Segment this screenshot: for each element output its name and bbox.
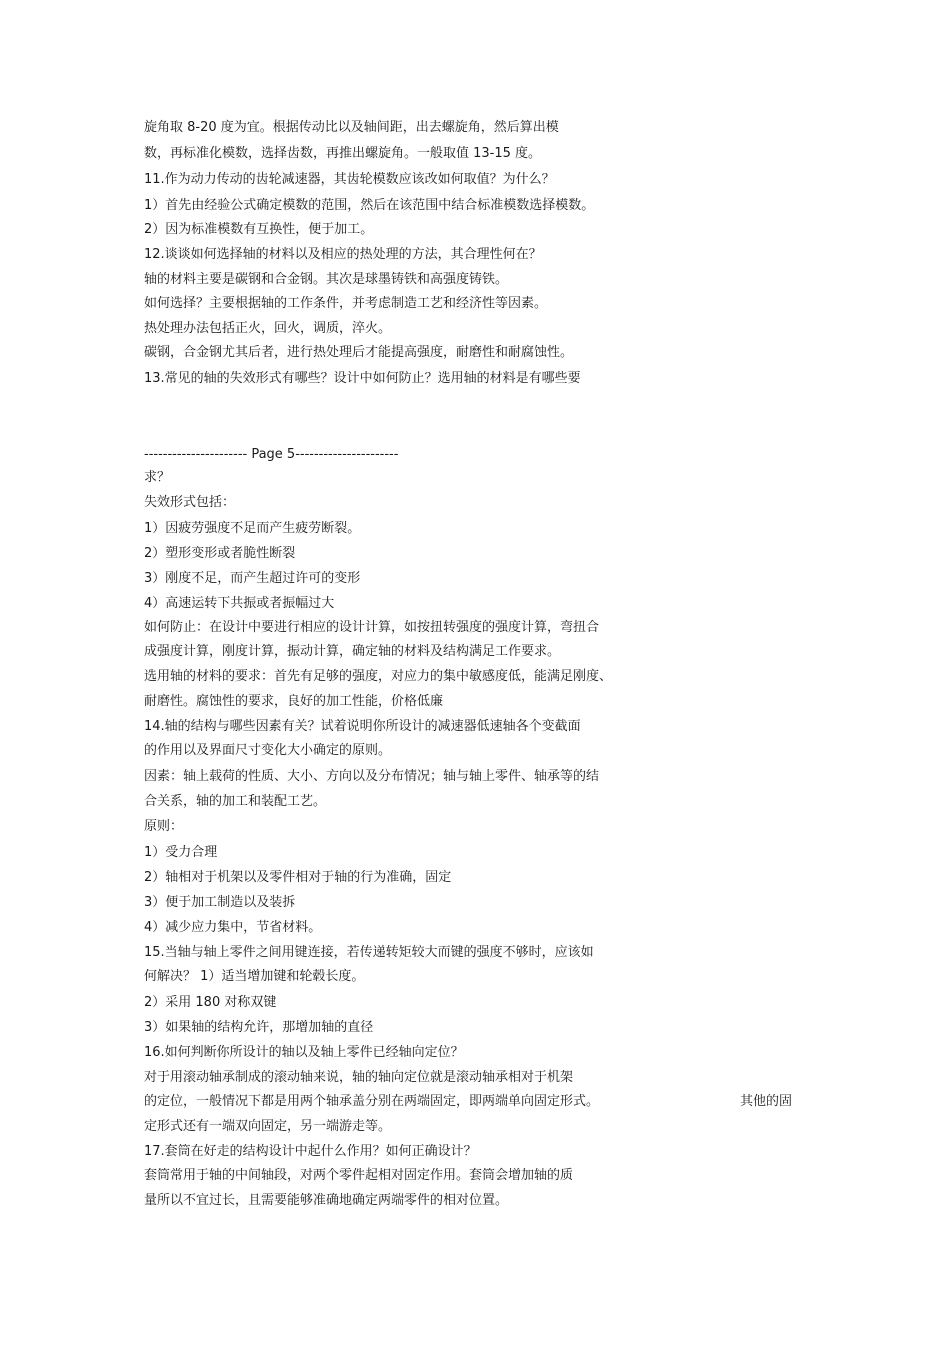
text-line: 何解决？ 1）适当增加键和轮毂长度。 [144,969,365,984]
question-11: 11.作为动力传动的齿轮减速器，其齿轮模数应该改如何取值？为什么？ [144,172,555,187]
text-line: 1）受力合理 [144,845,218,860]
text-line: 量所以不宜过长，且需要能够准确地确定两端零件的相对位置。 [144,1193,509,1208]
text-line: 套筒常用于轴的中间轴段，对两个零件起相对固定作用。套筒会增加轴的质 [144,1168,574,1183]
text-line: 2）塑形变形或者脆性断裂 [144,546,296,561]
text-line: 如何防止：在设计中要进行相应的设计计算，如按扭转强度的强度计算，弯扭合 [144,620,600,635]
text-line: 合关系，轴的加工和装配工艺。 [144,794,327,809]
question-14: 14.轴的结构与哪些因素有关？试着说明你所设计的减速器低速轴各个变截面 [144,719,581,734]
text-line: 2）因为标准模数有互换性，便于加工。 [144,222,374,237]
question-17: 17.套筒在好走的结构设计中起什么作用？如何正确设计？ [144,1144,477,1159]
text-line: 旋角取 8-20 度为宜。根据传动比以及轴间距，出去螺旋角，然后算出模 [144,120,559,135]
text-line: 失效形式包括： [144,495,236,510]
text-line: 耐磨性。腐蚀性的要求，良好的加工性能，价格低廉 [144,694,444,709]
aside-text: 其他的固 [740,1094,793,1109]
text-line: 热处理办法包括正火，回火，调质，淬火。 [144,321,392,336]
text-line: 数，再标准化模数，选择齿数，再推出螺旋角。一般取值 13-15 度。 [144,146,542,161]
text-line: 3）如果轴的结构允许，那增加轴的直径 [144,1020,374,1035]
text-line: 定形式还有一端双向固定，另一端游走等。 [144,1119,392,1134]
text-line: 成强度计算，刚度计算，振动计算，确定轴的材料及结构满足工作要求。 [144,644,561,659]
text-line: 3）便于加工制造以及装拆 [144,895,296,910]
text-line: 1）因疲劳强度不足而产生疲劳断裂。 [144,521,361,536]
text-line: 的定位，一般情况下都是用两个轴承盖分别在两端固定，即两端单向固定形式。 [144,1094,600,1109]
text-line: 选用轴的材料的要求：首先有足够的强度，对应力的集中敏感度低，能满足刚度、 [144,669,613,684]
text-line: 1）首先由经验公式确定模数的范围，然后在该范围中结合标准模数选择模数。 [144,198,595,213]
question-12: 12.谈谈如何选择轴的材料以及相应的热处理的方法，其合理性何在？ [144,247,542,262]
text-line: 2）轴相对于机架以及零件相对于轴的行为准确，固定 [144,870,452,885]
text-line: 原则： [144,819,184,834]
text-line: 2）采用 180 对称双键 [144,995,277,1010]
text-line: 求？ [144,470,171,485]
text-line: 碳钢，合金钢尤其后者，进行热处理后才能提高强度，耐磨性和耐腐蚀性。 [144,345,574,360]
text-line: 对于用滚动轴承制成的滚动轴来说，轴的轴向定位就是滚动轴承相对于机架 [144,1070,574,1085]
text-line: 如何选择？主要根据轴的工作条件，并考虑制造工艺和经济性等因素。 [144,296,548,311]
question-16: 16.如何判断你所设计的轴以及轴上零件已经轴向定位？ [144,1045,464,1060]
question-13: 13.常见的轴的失效形式有哪些？设计中如何防止？选用轴的材料是有哪些要 [144,371,581,386]
text-line: 3）刚度不足，而产生超过许可的变形 [144,571,361,586]
text-line: 因素：轴上载荷的性质、大小、方向以及分布情况；轴与轴上零件、轴承等的结 [144,769,600,784]
question-15: 15.当轴与轴上零件之间用键连接，若传递转矩较大而键的强度不够时，应该如 [144,945,594,960]
text-line: 的作用以及界面尺寸变化大小确定的原则。 [144,743,392,758]
text-line: 4）高速运转下共振或者振幅过大 [144,596,335,611]
text-line: 轴的材料主要是碳钢和合金钢。其次是球墨铸铁和高强度铸铁。 [144,272,509,287]
text-line: 4）减少应力集中，节省材料。 [144,920,322,935]
page-separator: ---------------------- Page 5---------------------- [144,447,399,462]
